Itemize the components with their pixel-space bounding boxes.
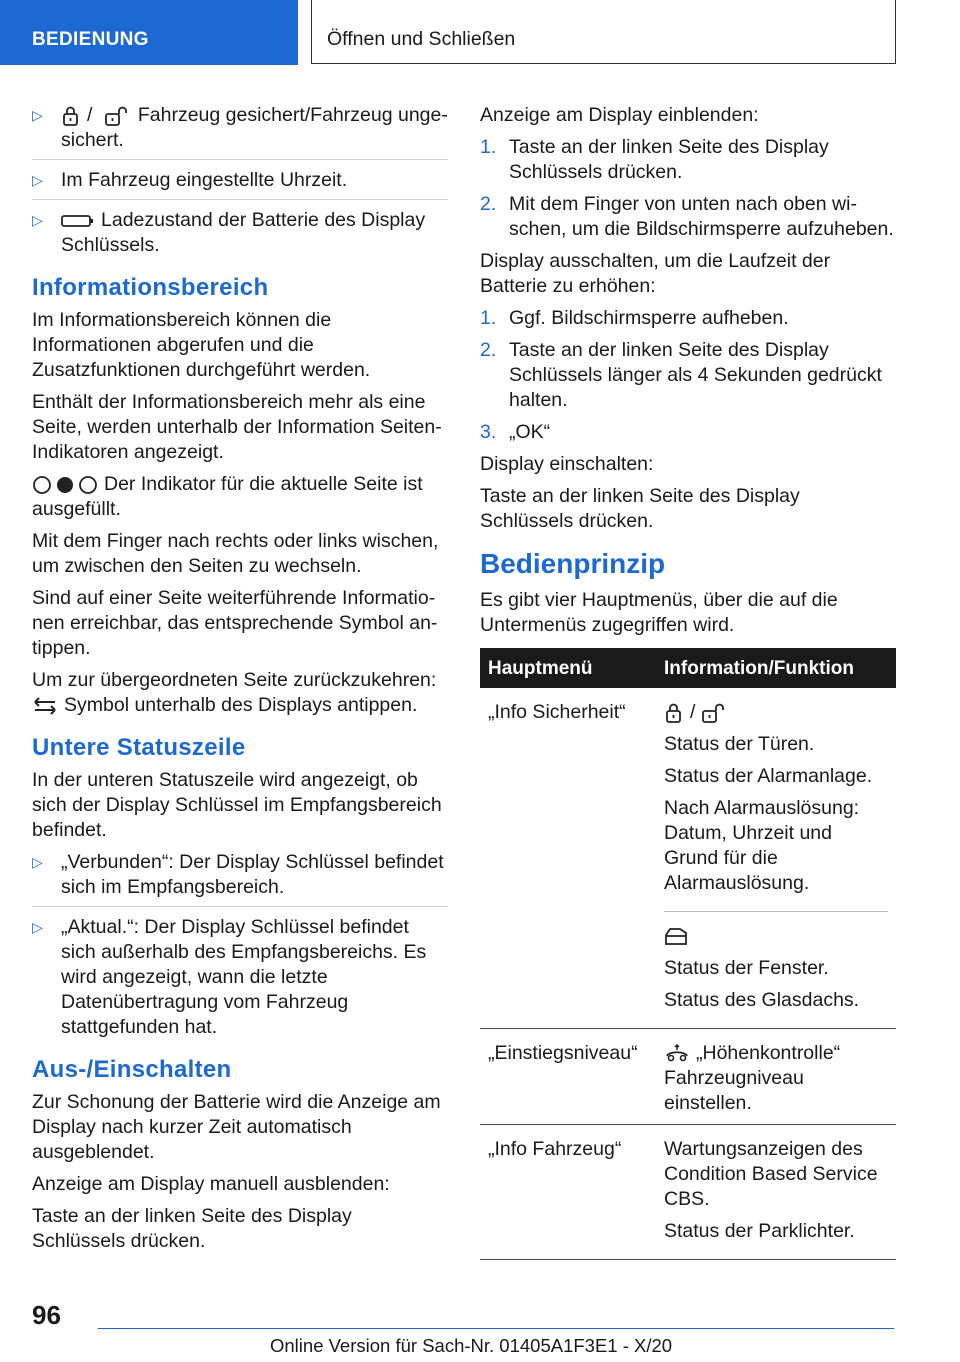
table-header: Information/Funktion: [656, 648, 896, 688]
table-cell: Wartungsanzeigen des Condition Based Service CBS. Status der Parklichter.: [656, 1125, 896, 1260]
triangle-bullet-icon: ▷: [32, 919, 43, 935]
footer-divider: [98, 1328, 894, 1329]
bullet-clock: [32, 168, 448, 200]
table-cell: / Status der Türen. Status der Alarmanlage. Nach Alarmauslösung: Datum, Uhrzeit und Grund für die Alarmauslösung. Status der Fenster. Status des Glasdachs.: [656, 688, 896, 1029]
paragraph: Enthält der Informationsbereich mehr als eine Seite, werden unterhalb der Information Seiten-Indikatoren angezeigt.: [32, 391, 442, 463]
table-header: Hauptmenü: [480, 648, 656, 688]
left-column: [32, 103, 448, 1261]
table-row: [480, 688, 896, 1029]
paragraph: Es gibt vier Hauptmenüs, über die auf die Untermenüs zugegriffen wird.: [480, 589, 838, 636]
list-item: 2. Taste an der linken Seite des Display Schlüssels länger als 4 Sekunden gedrückt halten.: [480, 339, 882, 411]
heading-informationsbereich: Informationsbereich: [32, 274, 269, 301]
paragraph: Taste an der linken Seite des Display Schlüssels drücken.: [480, 485, 800, 532]
triangle-bullet-icon: ▷: [32, 107, 43, 123]
paragraph: Display einschalten:: [480, 453, 654, 475]
header-section: BEDIENUNG: [32, 29, 149, 50]
paragraph: Zur Schonung der Batterie wird die Anzeige am Display nach kurzer Zeit automatisch ausgeblendet.: [32, 1091, 441, 1163]
bullet-battery: [32, 208, 448, 258]
paragraph: Anzeige am Display manuell ausblenden:: [32, 1173, 390, 1195]
table-cell: „Höhenkontrolle“ Fahrzeugniveau einstellen.: [656, 1029, 896, 1125]
battery-icon: [61, 214, 95, 228]
heading-untere-statuszeile: Untere Statuszeile: [32, 734, 246, 761]
lock-closed-icon: [664, 702, 684, 724]
heading-aus-einschalten: Aus-/Einschalten: [32, 1056, 232, 1083]
lock-open-icon: [104, 105, 132, 127]
paragraph: Mit dem Finger nach rechts oder links wischen, um zwischen den Seiten zu wechseln.: [32, 530, 439, 577]
page-indicator-icon: [32, 475, 98, 495]
table-row: [480, 1029, 896, 1125]
table-cell: „Info Sicherheit“: [480, 688, 656, 1029]
cell-block: / Status der Türen. Status der Alarmanlage. Nach Alarmauslösung: Datum, Uhrzeit und Grund für die Alarmauslösung.: [664, 700, 888, 912]
vehicle-height-icon: [664, 1044, 690, 1064]
paragraph: Taste an der linken Seite des Display Schlüssels drücken.: [32, 1205, 352, 1252]
bullet-text: Im Fahrzeug eingestellte Uhrzeit.: [61, 169, 348, 191]
bullet-text: Fahrzeug gesichert/Fahrzeug ungesichert.: [61, 104, 448, 151]
heading-bedienprinzip: Bedienprinzip: [480, 548, 666, 579]
bullet-lock-status: [32, 103, 448, 160]
header-title-box: [311, 0, 896, 64]
paragraph: Anzeige am Display einblenden:: [480, 104, 759, 126]
list-item: 2. Mit dem Finger von unten nach oben wischen, um die Bildschirmsperre aufzuheben.: [480, 193, 894, 240]
list-item: 1. Ggf. Bildschirmsperre aufheben.: [480, 307, 789, 329]
paragraph: Im Informationsbereich können die Informationen abgerufen und die Zusatzfunktionen durchgeführt werden.: [32, 309, 371, 381]
triangle-bullet-icon: ▷: [32, 172, 43, 188]
triangle-bullet-icon: ▷: [32, 212, 43, 228]
lock-closed-icon: [61, 105, 81, 127]
lock-sep: /: [87, 104, 93, 126]
menu-table: [480, 648, 896, 1260]
right-column: [480, 103, 896, 1260]
footer-text: Online Version für Sach-Nr. 01405A1F3E1 - X/20: [270, 1335, 673, 1356]
list-item: 1. Taste an der linken Seite des Display Schlüssels drücken.: [480, 136, 829, 183]
bullet-aktual: ▷ „Aktual.“: Der Display Schlüssel befindet sich außerhalb des Empfangsbereichs. Es wird angezeigt, wann die letzte Datenübertragung vom Fahrzeug stattgefunden hat.: [32, 916, 427, 1038]
paragraph: Display ausschalten, um die Laufzeit der Batterie zu erhöhen:: [480, 250, 831, 297]
list-item: 3. „OK“: [480, 421, 551, 443]
table-header-row: [480, 648, 896, 688]
page-number: 96: [32, 1300, 61, 1330]
paragraph: In der unteren Statuszeile wird angezeigt, ob sich der Display Schlüssel im Empfangsbereich befindet.: [32, 769, 442, 841]
table-row: [480, 1125, 896, 1260]
table-cell: „Info Fahrzeug“: [480, 1125, 656, 1260]
paragraph: Sind auf einer Seite weiterführende Informationen erreichbar, das entsprechende Symbol antippen.: [32, 587, 438, 659]
table-cell: „Einstiegsniveau“: [480, 1029, 656, 1125]
header-section-tab: [0, 0, 298, 65]
bullet-text: Ladezustand der Batterie des Display Schlüssels.: [61, 209, 426, 256]
window-icon: [664, 927, 690, 947]
lock-open-icon: [701, 702, 729, 724]
paragraph-indicator: Der Indikator für die aktuelle Seite ist ausgefüllt.: [32, 473, 423, 520]
bullet-verbunden: ▷ „Verbunden“: Der Display Schlüssel befindet sich im Empfangsbereich.: [32, 850, 448, 907]
triangle-bullet-icon: ▷: [32, 854, 43, 870]
back-arrow-icon: [32, 697, 58, 715]
header-title: Öffnen und Schließen: [327, 28, 516, 50]
paragraph: Um zur übergeordneten Seite zurückzukehren: Symbol unterhalb des Displays antippen.: [32, 669, 437, 716]
